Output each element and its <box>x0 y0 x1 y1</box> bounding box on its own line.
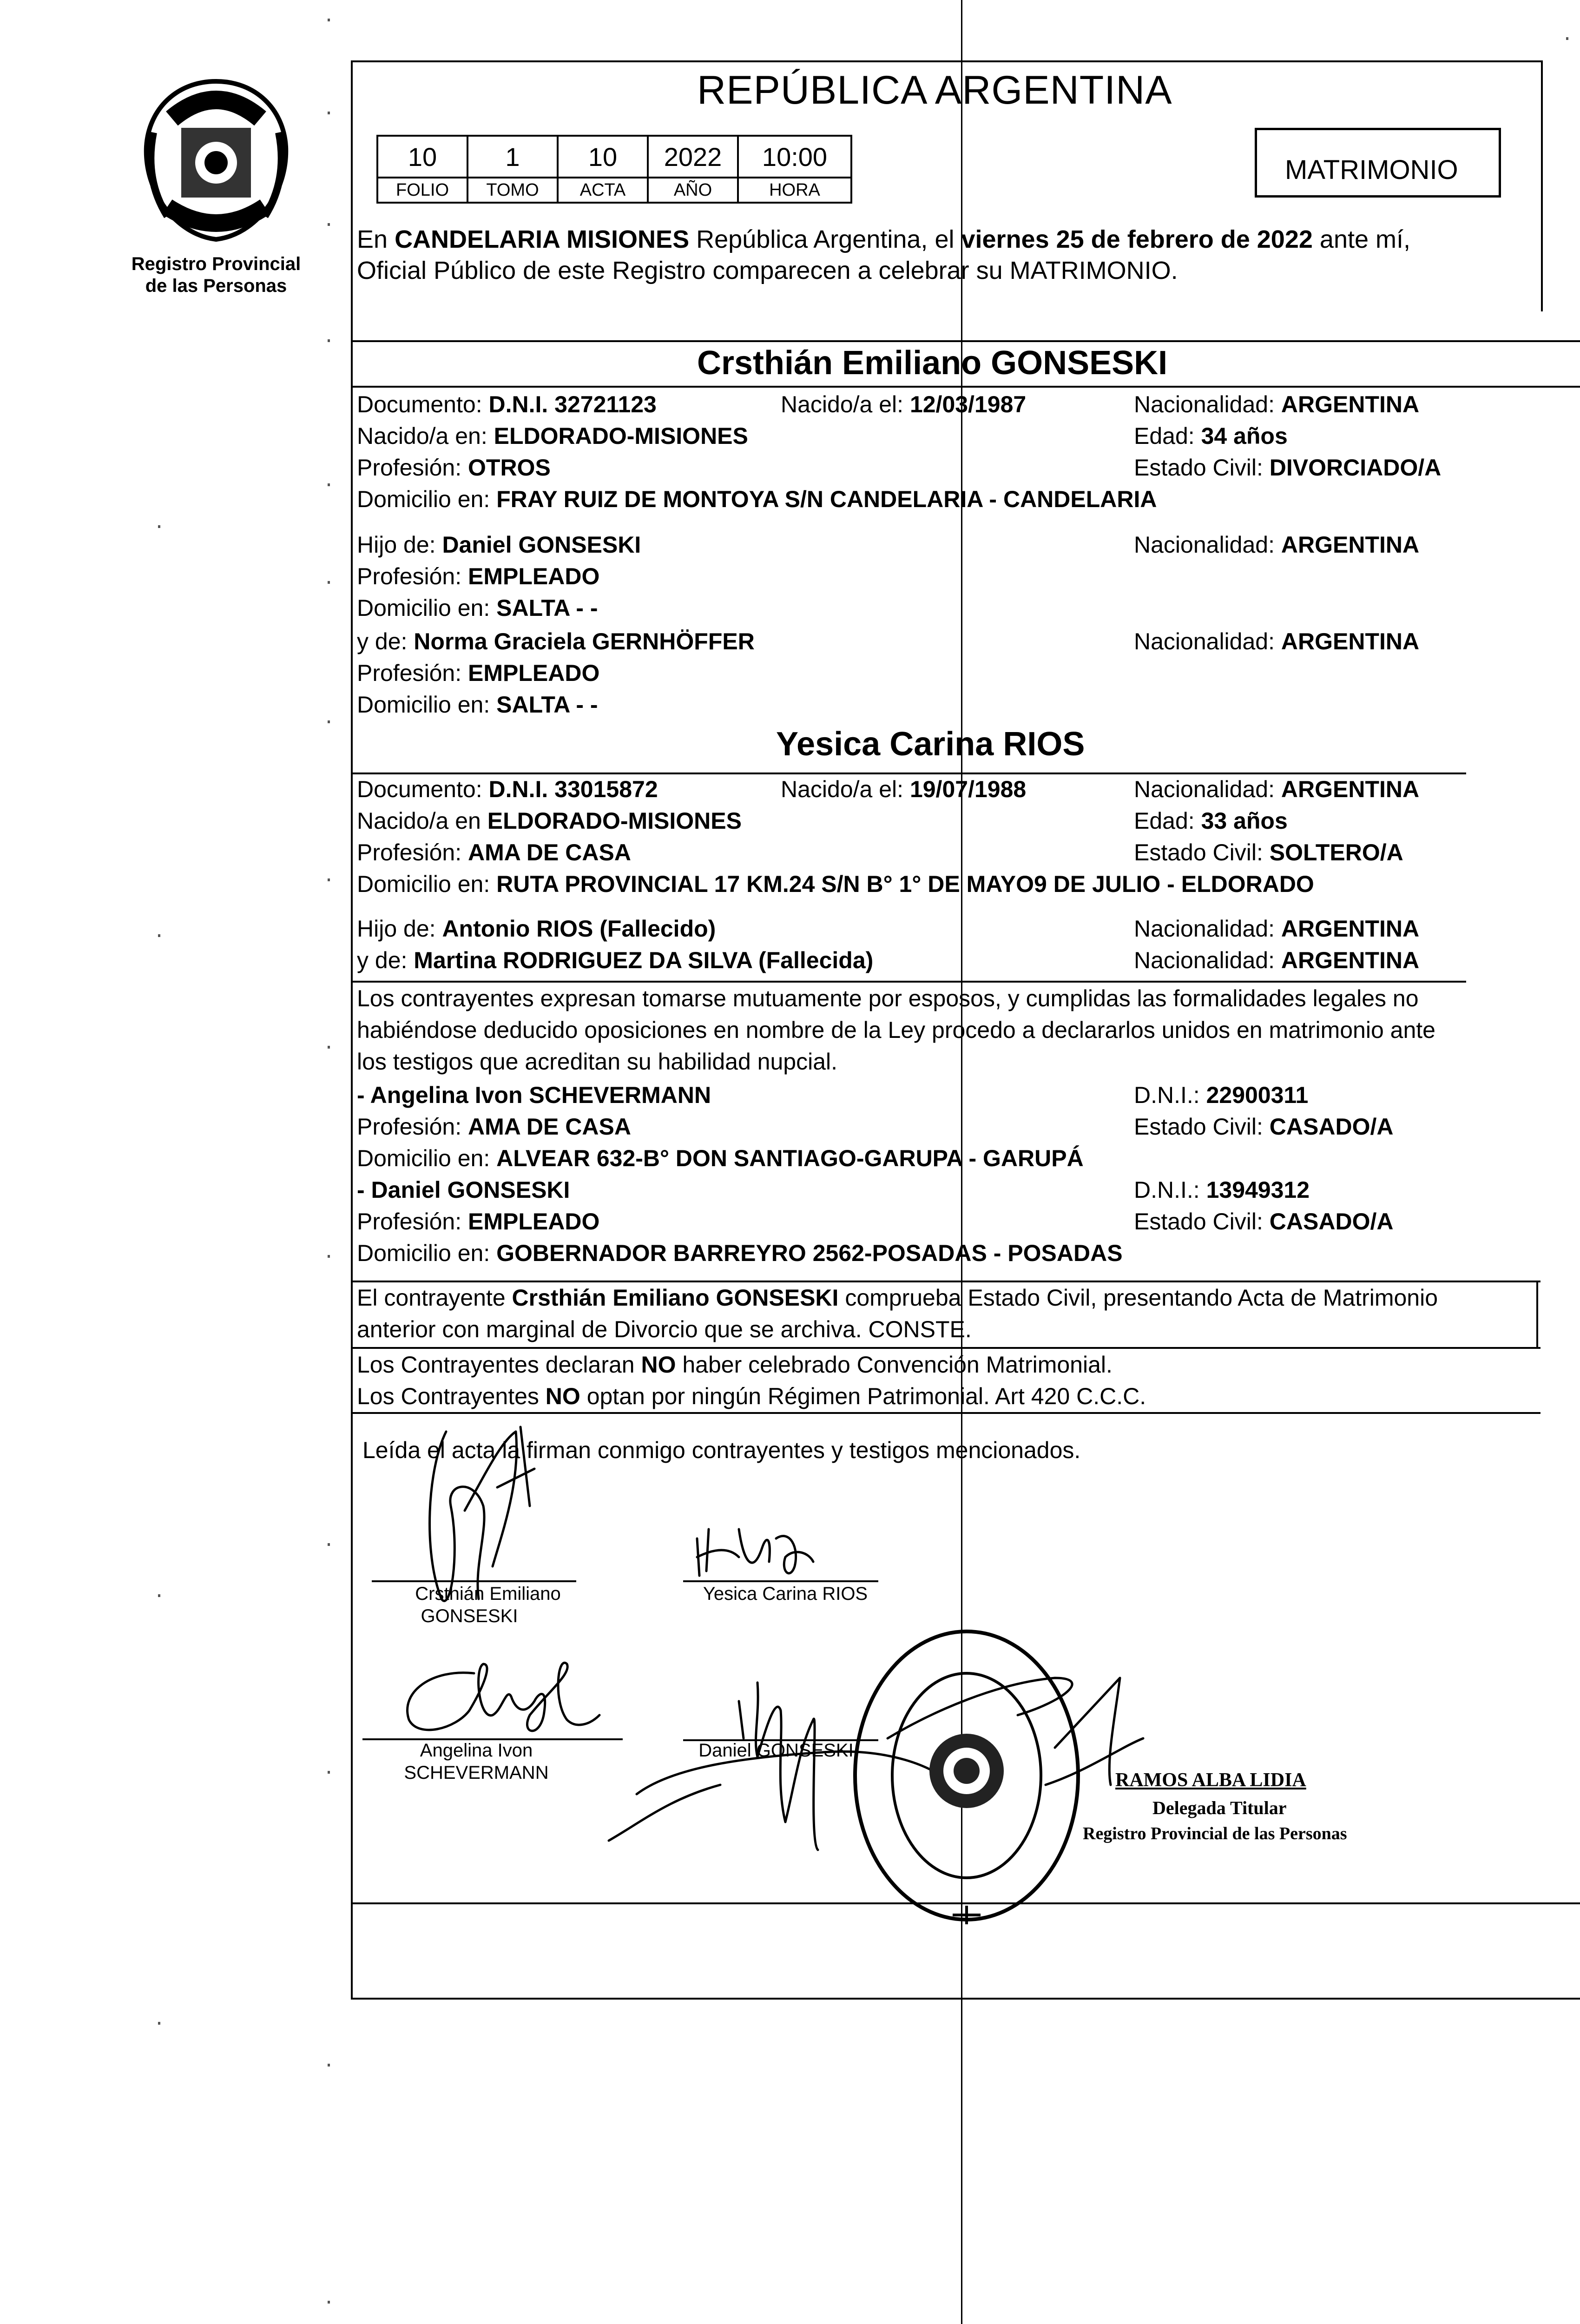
groom-father-profession: Profesión: EMPLEADO <box>357 563 600 589</box>
bride-father: Hijo de: Antonio RIOS (Fallecido) <box>357 916 716 942</box>
groom-name: Crsthián Emiliano GONSESKI <box>697 344 1168 382</box>
witness-1-civil-status: Estado Civil: CASADO/A <box>1134 1114 1394 1140</box>
groom-signature-label-2: GONSESKI <box>421 1606 518 1626</box>
witness-2-dni: D.N.I.: 13949312 <box>1134 1177 1310 1203</box>
registry-name-line2: de las Personas <box>145 276 287 296</box>
ceremony-date: viernes 25 de febrero de 2022 <box>961 225 1313 253</box>
closing-statement: Leída el acta la firman conmigo contrayentes y testigos mencionados. <box>362 1437 1081 1463</box>
bride-profession: Profesión: AMA DE CASA <box>357 839 631 865</box>
groom-mother-address: Domicilio en: SALTA - - <box>357 692 598 718</box>
groom-civil-status: Estado Civil: DIVORCIADO/A <box>1134 455 1442 481</box>
frame-left-border <box>351 60 353 1998</box>
groom-document: Documento: D.N.I. 32721123 <box>357 391 657 417</box>
groom-nationality: Nacionalidad: ARGENTINA <box>1134 391 1420 417</box>
bride-birth-place: Nacido/a en ELDORADO-MISIONES <box>357 808 742 834</box>
groom-address: Domicilio en: FRAY RUIZ DE MONTOYA S/N CANDELARIA - CANDELARIA <box>357 486 1157 512</box>
bride-birth-date: Nacido/a el: 19/07/1988 <box>781 776 1027 802</box>
folio-value: 10 <box>377 136 467 178</box>
regime-note: Los Contrayentes NO optan por ningún Régimen Patrimonial. Art 420 C.C.C. <box>357 1383 1146 1409</box>
declaration-line-2: habiéndose deducido oposiciones en nombre de la Ley procedo a declararlos unidos en matrimonio ante <box>357 1017 1435 1043</box>
registry-name-line1: Registro Provincial <box>131 254 301 274</box>
witness-1-name: - Angelina Ivon SCHEVERMANN <box>357 1082 711 1108</box>
hora-label: HORA <box>738 178 851 203</box>
official-organization: Registro Provincial de las Personas <box>1083 1824 1347 1843</box>
tomo-value: 1 <box>467 136 558 178</box>
hora-value: 10:00 <box>738 136 851 178</box>
bride-signature-label: Yesica Carina RIOS <box>703 1584 868 1604</box>
bride-civil-status: Estado Civil: SOLTERO/A <box>1134 839 1403 865</box>
intro-line-2: Oficial Público de este Registro comparecen a celebrar su MATRIMONIO. <box>357 257 1178 284</box>
witness-2-signature-label: Daniel GONSESKI <box>698 1740 854 1761</box>
groom-age: Edad: 34 años <box>1134 423 1288 449</box>
page-title: REPÚBLICA ARGENTINA <box>697 68 1172 112</box>
groom-birth-place: Nacido/a en: ELDORADO-MISIONES <box>357 423 748 449</box>
record-type-box <box>1255 128 1501 198</box>
witness-2-name: - Daniel GONSESKI <box>357 1177 570 1203</box>
groom-signature-label-1: Crsthián Emiliano <box>415 1584 561 1604</box>
witness-1-dni: D.N.I.: 22900311 <box>1134 1082 1309 1108</box>
witness-1-signature-label-1: Angelina Ivon <box>420 1740 533 1761</box>
bride-name: Yesica Carina RIOS <box>776 726 1085 763</box>
bride-father-nationality: Nacionalidad: ARGENTINA <box>1134 916 1420 942</box>
witness-1-profession: Profesión: AMA DE CASA <box>357 1114 631 1140</box>
groom-father-nationality: Nacionalidad: ARGENTINA <box>1134 532 1420 558</box>
bride-document: Documento: D.N.I. 33015872 <box>357 776 658 802</box>
tomo-label: TOMO <box>467 178 558 203</box>
convention-note: Los Contrayentes declaran NO haber celebrado Convención Matrimonial. <box>357 1352 1113 1378</box>
record-number-table <box>376 135 852 204</box>
record-type: MATRIMONIO <box>1285 155 1458 185</box>
groom-birth-date: Nacido/a el: 12/03/1987 <box>781 391 1027 417</box>
province-seal-logo <box>139 77 293 244</box>
folio-label: FOLIO <box>377 178 467 203</box>
ano-label: AÑO <box>648 178 738 203</box>
acta-value: 10 <box>558 136 648 178</box>
witness-2-civil-status: Estado Civil: CASADO/A <box>1134 1208 1394 1235</box>
bride-address: Domicilio en: RUTA PROVINCIAL 17 KM.24 S/N B° 1° DE MAYO9 DE JULIO - ELDORADO <box>357 871 1314 897</box>
intro-line-1: En CANDELARIA MISIONES República Argentina, el viernes 25 de febrero de 2022 ante mí, <box>357 225 1410 253</box>
divorce-note-line-2: anterior con marginal de Divorcio que se archiva. CONSTE. <box>357 1316 972 1342</box>
witness-1-signature-label-2: SCHEVERMANN <box>404 1763 549 1783</box>
groom-father: Hijo de: Daniel GONSESKI <box>357 532 641 558</box>
official-role: Delegada Titular <box>1152 1797 1287 1818</box>
declaration-line-3: los testigos que acreditan su habilidad nupcial. <box>357 1049 838 1075</box>
acta-label: ACTA <box>558 178 648 203</box>
bride-age: Edad: 33 años <box>1134 808 1288 834</box>
groom-mother-nationality: Nacionalidad: ARGENTINA <box>1134 628 1420 654</box>
bride-mother: y de: Martina RODRIGUEZ DA SILVA (Fallecida) <box>357 947 874 973</box>
official-oval-seal <box>846 1618 1087 1936</box>
bride-nationality: Nacionalidad: ARGENTINA <box>1134 776 1420 802</box>
divorce-note-line-1: El contrayente Crsthián Emiliano GONSESKI comprueba Estado Civil, presentando Acta de Matrimonio <box>357 1285 1438 1311</box>
groom-profession: Profesión: OTROS <box>357 455 551 481</box>
witness-2-profession: Profesión: EMPLEADO <box>357 1208 600 1235</box>
witness-1-address: Domicilio en: ALVEAR 632-B° DON SANTIAGO-GARUPA - GARUPÁ <box>357 1145 1084 1171</box>
witness-1-signature <box>372 1645 632 1750</box>
declaration-line-1: Los contrayentes expresan tomarse mutuamente por esposos, y cumplidas las formalidades legales no <box>357 985 1419 1011</box>
groom-mother: y de: Norma Graciela GERNHÖFFER <box>357 628 755 654</box>
witness-2-address: Domicilio en: GOBERNADOR BARREYRO 2562-POSADAS - POSADAS <box>357 1240 1123 1266</box>
ceremony-place: CANDELARIA MISIONES <box>395 225 690 253</box>
frame-top-border <box>351 60 1543 62</box>
official-name: RAMOS ALBA LIDIA <box>1115 1769 1306 1791</box>
bride-mother-nationality: Nacionalidad: ARGENTINA <box>1134 947 1420 973</box>
groom-father-address: Domicilio en: SALTA - - <box>357 595 598 621</box>
ano-value: 2022 <box>648 136 738 178</box>
groom-mother-profession: Profesión: EMPLEADO <box>357 660 600 686</box>
